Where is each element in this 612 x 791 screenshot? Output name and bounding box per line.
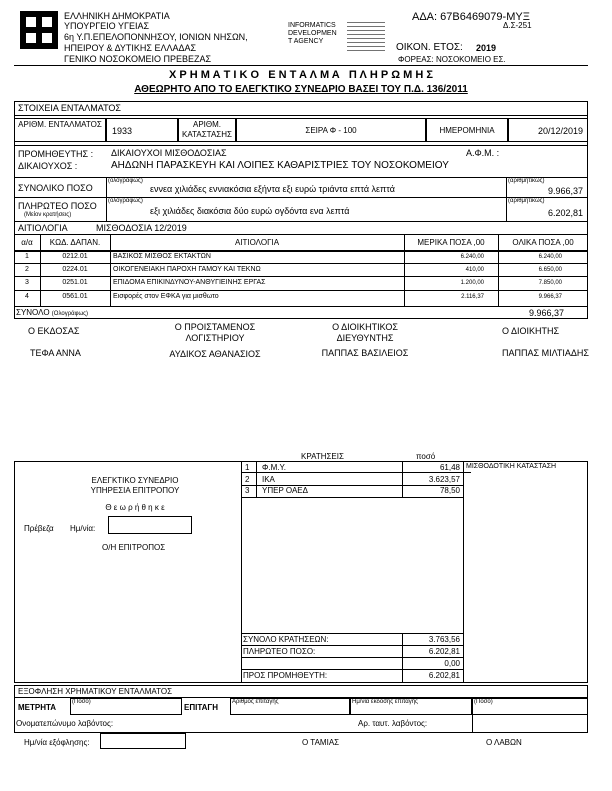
accounting-title: Ο ΠΡΟΙΣΤΑΜΕΝΟΣ [174,322,256,332]
page-title: Χ Ρ Η Μ Α Τ Ι Κ Ο Ε Ν Τ Α Λ Μ Α Π Λ Η Ρ Ω Μ Η Σ [169,69,433,81]
settlement-date-label: Ημ/νία εξόφλησης: [24,738,90,747]
settlement-title: ΕΞΟΦΛΗΣΗ ΧΡΗΜΑΤΙΚΟΥ ΕΝΤΑΛΜΑΤΟΣ [18,687,173,696]
header-divider [14,65,588,66]
total-amount: 9.966,37 [547,186,583,196]
ada-code: ΑΔΑ: 67Β6469079-ΜΥΞ [412,11,530,23]
cheque-label: ΕΠΙΤΑΓΗ [184,703,218,712]
informatics-label: INFORMATICS [288,22,336,29]
informatics-label: T AGENCY [288,38,324,45]
admin-title: ΔΙΕΥΘΥΝΤΗΣ [336,333,394,343]
to-supplier-amount: 6.202,81 [428,671,460,680]
sum-label: ΣΥΝΟΛΟ (Ολογράφως) [16,308,89,317]
words-tag: (ολογράφως) [108,198,143,204]
afm-label: Α.Φ.Μ. : [466,148,500,158]
section-label: ΣΤΟΙΧΕΙΑ ΕΝΤΑΛΜΑΤΟΣ [18,103,121,113]
supplier-label: ΠΡΟΜΗΘΕΥΤΗΣ : ΔΙΚΑΙΟΥΧΟΣ : [18,149,94,171]
informatics-label: DEVELOPMEN [288,30,337,37]
supplier-detail: ΑΗΔΩΝΗ ΠΑΡΑΣΚΕΥΗ ΚΑΙ ΛΟΙΠΕΣ ΚΑΘΑΡΙΣΤΡΙΕΣ ΤΟΥ ΝΟΣΟΚΟΜΕΙΟΥ [111,160,449,171]
audit-date-label: Ημ/νία: [70,524,96,533]
reason-label: ΑΙΤΙΟΛΟΓΙΑ [18,223,68,233]
org-line: ΥΠΟΥΡΓΕΙΟ ΥΓΕΙΑΣ [64,21,150,31]
payable-label: ΠΛΗΡΩΤΕΟ ΠΟΣΟ [18,201,97,211]
digits-tag: (αριθμητικώς) [508,198,545,204]
payable-words: εξι χιλιάδες διακόσια δύο ευρώ ογδόντα ενα λεπτά [150,206,350,216]
col-header: ΚΩΔ. ΔΑΠΑΝ. [49,238,101,247]
org-line: ΗΠΕΙΡΟΥ & ΔΥΤΙΚΗΣ ΕΛΛΑΔΑΣ [64,43,197,53]
fiscal-year-label: ΟΙΚΟΝ. ΕΤΟΣ: [396,42,463,53]
settlement-date-field[interactable] [100,733,186,749]
sum-total: 9.966,37 [528,308,564,318]
org-line: ΕΛΛΗΝΙΚΗ ΔΗΜΟΚΡΑΤΙΑ [64,11,170,21]
col-header: α/α [21,238,33,247]
total-words: εννεα χιλιάδες εννιακόσια εξήντα εξι ευρώ τριάντα επτά λεπτά [150,184,395,194]
recipient-id-label: Αρ. ταυτ. λαβόντος: [358,719,428,728]
deductions-header: ΚΡΑΤΗΣΕΙΣ [301,452,344,461]
org-line: 6η Υ.Π.ΕΠΕΛΟΠΟΝΝΗΣΟΥ, ΙΟΝΙΩΝ ΝΗΣΩΝ, [64,32,248,42]
zero-amount: 0,00 [444,659,460,668]
deductions-note: ΜΙΣΘΟΔΟΤΙΚΗ ΚΑΤΑΣΤΑΣΗ [466,463,557,470]
informatics-fineprint [347,22,385,54]
net-payable-label: ΠΛΗΡΩΤΕΟ ΠΟΣΟ: [243,647,316,656]
order-date: 20/12/2019 [537,126,583,136]
receiver-label: Ο ΛΑΒΩΝ [486,738,522,747]
status-label: ΑΡΙΘΜ. ΚΑΤΑΣΤΑΣΗΣ [182,120,232,139]
supplier-name: ΔΙΚΑΙΟΥΧΟΙ ΜΙΣΘΟΔΟΣΙΑΣ [111,148,227,158]
col-header: ΟΛΙΚΑ ΠΟΣΑ ,00 [512,238,574,247]
audit-commissioner: Ο/Η ΕΠΙΤΡΟΠΟΣ [102,543,166,552]
org-line: ΓΕΝΙΚΟ ΝΟΣΟΚΟΜΕΙΟ ΠΡΕΒΕΖΑΣ [64,54,212,64]
form-code: Δ.Σ-251 [503,21,532,30]
audit-title: ΥΠΗΡΕΣΙΑ ΕΠΙΤΡΟΠΟΥ [90,486,180,495]
fiscal-year: 2019 [476,43,497,53]
accounting-name: ΑΥΔΙΚΟΣ ΑΘΑΝΑΣΙΟΣ [169,349,261,359]
agency-label: ΦΟΡΕΑΣ: ΝΟΣΟΚΟΜΕΙΟ ΕΣ. [398,55,506,64]
audit-place: Πρέβεζα [24,524,54,533]
date-label: ΗΜΕΡΟΜΗΝΙΑ [439,126,495,135]
director-name: ΠΑΠΠΑΣ ΜΙΛΤΙΑΔΗΣ [502,348,589,358]
total-label: ΣΥΝΟΛΙΚΟ ΠΟΣΟ [18,183,93,193]
series-label: ΣΕΙΡΑ Φ - 100 [305,126,357,135]
cashier-label: Ο ΤΑΜΙΑΣ [302,738,340,747]
audit-date-field[interactable] [108,516,192,534]
accounting-title: ΛΟΓΙΣΤΗΡΙΟΥ [185,333,245,343]
deductions-total: 3.763,56 [428,635,460,644]
words-tag: (ολογράφως) [108,178,143,184]
audit-verified: Θ ε ω ρ ή θ η κ ε [105,503,165,512]
audit-title: ΕΛΕΓΚΤΙΚΟ ΣΥΝΕΔΡΙΟ [91,476,179,485]
issuer-title: Ο ΕΚΔΟΣΑΣ [28,326,80,336]
page-subtitle: ΑΘΕΩΡΗΤΟ ΑΠΟ ΤΟ ΕΛΕΓΚΤΙΚΟ ΣΥΝΕΔΡΙΟ ΒΑΣΕΙ ΤΟΥ Π.Δ. 136/2011 [134,84,468,95]
admin-name: ΠΑΠΠΑΣ ΒΑΣΙΛΕΙΟΣ [321,348,409,358]
to-supplier-label: ΠΡΟΣ ΠΡΟΜΗΘΕΥΤΗ: [243,671,328,680]
recipient-label: Ονοματεπώνυμο λαβόντος: [16,719,114,728]
deductions-amount-header: ποσό [416,452,436,461]
issuer-name: ΤΕΦΑ ΑΝΝΑ [30,348,81,358]
order-number: 1933 [112,126,133,136]
col-header: ΑΙΤΙΟΛΟΓΙΑ [234,238,280,247]
digits-tag: (αριθμητικώς) [508,178,545,184]
net-payable: 6.202,81 [428,647,460,656]
payable-amount: 6.202,81 [547,208,583,218]
cash-label: ΜΕΤΡΗΤΑ [18,703,57,712]
col-header: ΜΕΡΙΚΑ ΠΟΣΑ ,00 [417,238,485,247]
payable-sub: (Μείον κρατήσεις) [24,212,72,218]
deductions-total-label: ΣΥΝΟΛΟ ΚΡΑΤΗΣΕΩΝ: [243,635,329,644]
admin-title: Ο ΔΙΟΙΚΗΤΙΚΟΣ [332,322,398,332]
emblem [20,11,58,49]
order-number-label: ΑΡΙΘΜ. ΕΝΤΑΛΜΑΤΟΣ [18,120,102,129]
reason-text: ΜΙΣΘΟΔΟΣΙΑ 12/2019 [96,223,187,233]
director-title: Ο ΔΙΟΙΚΗΤΗΣ [502,326,560,336]
